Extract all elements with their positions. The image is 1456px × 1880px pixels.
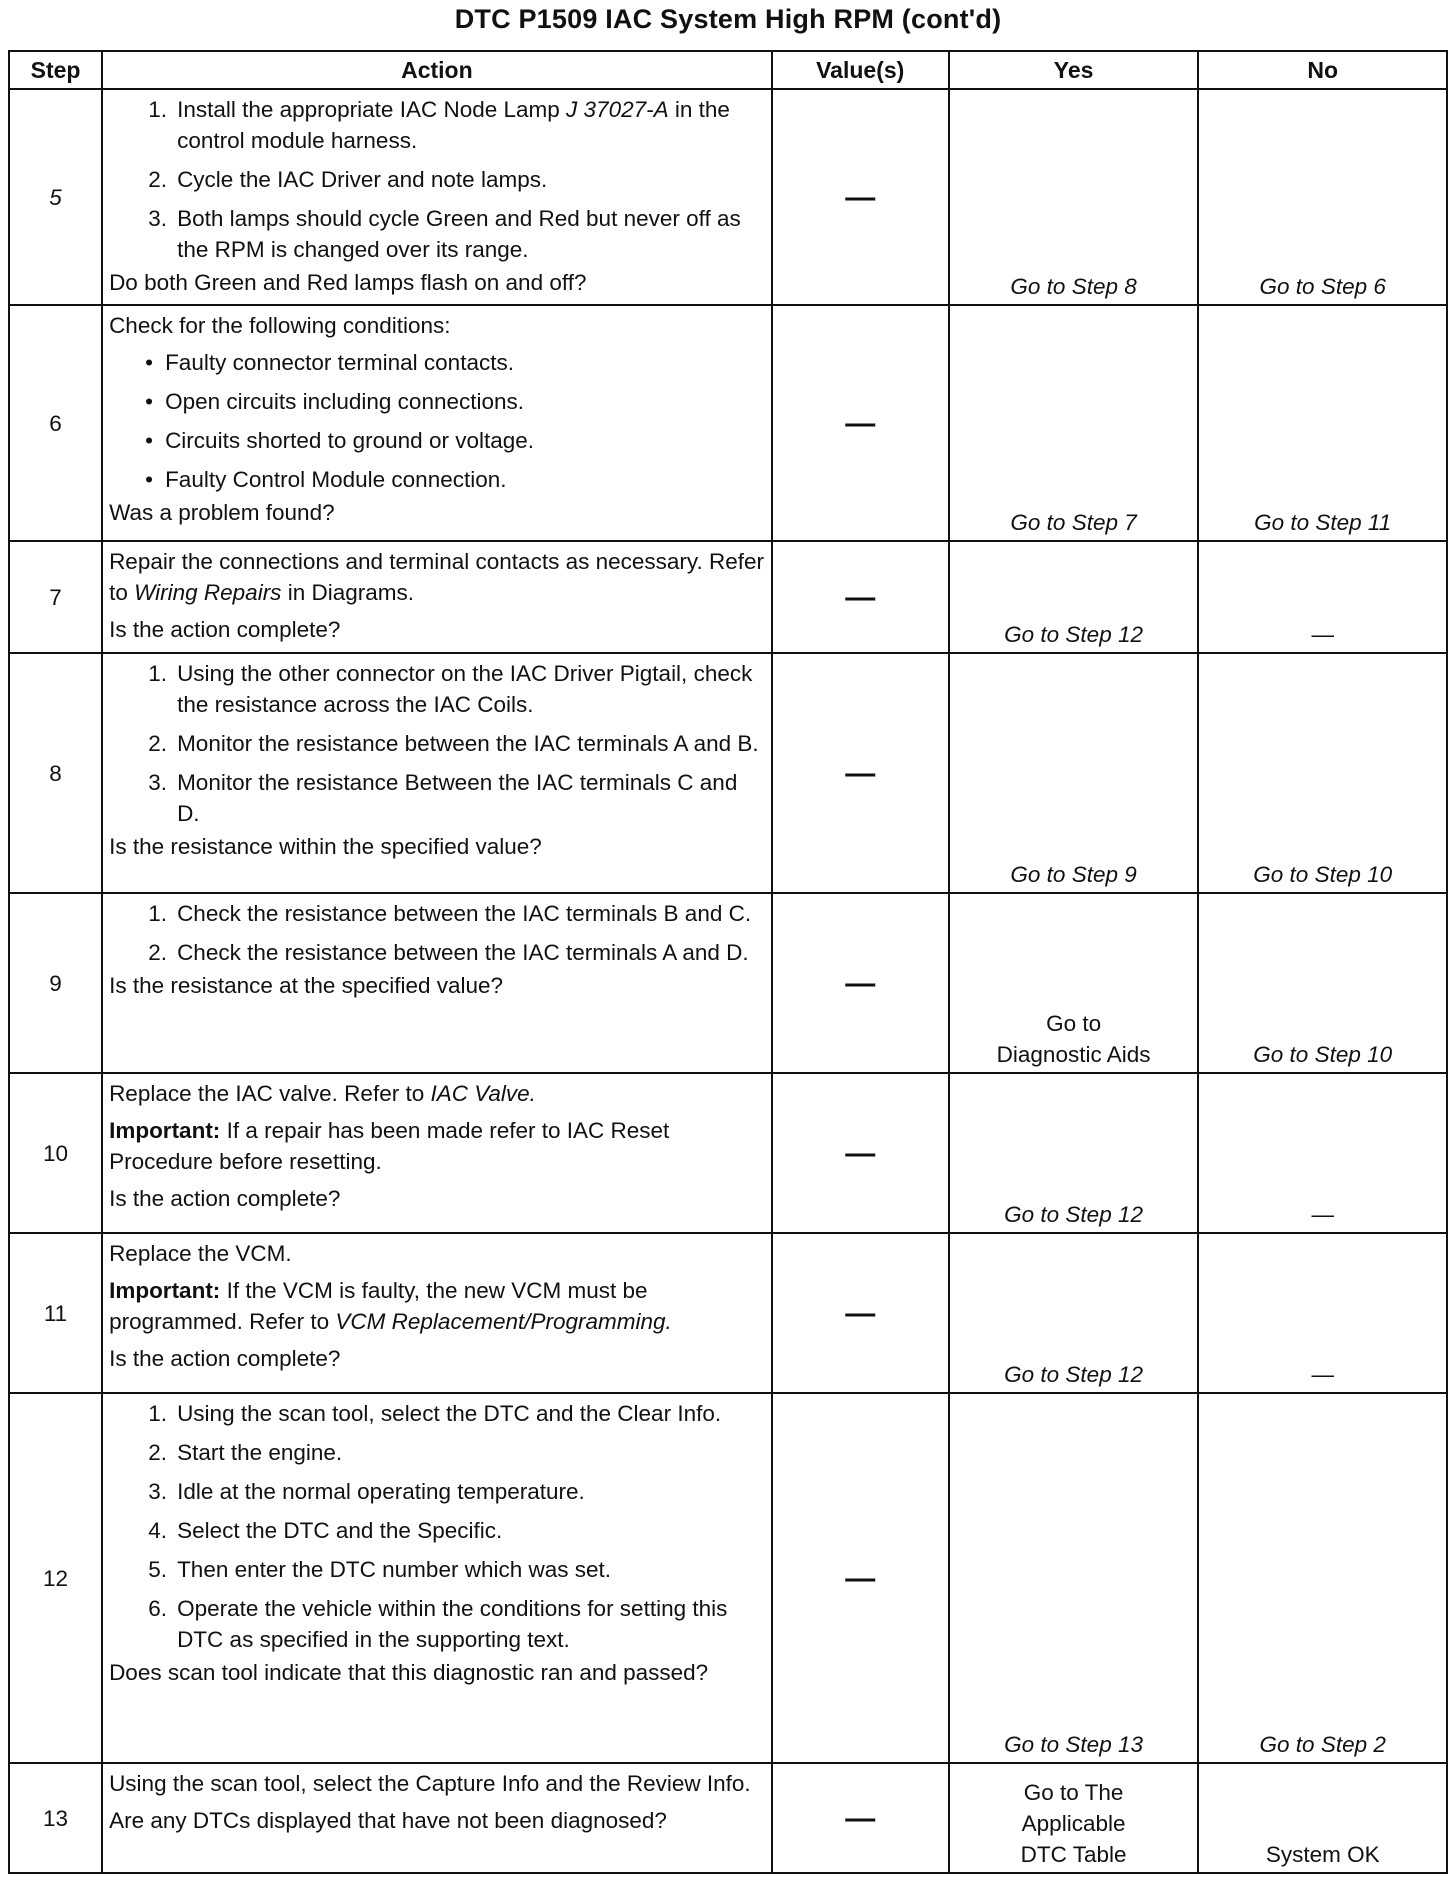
yes-cell xyxy=(949,1763,1199,1873)
table-row xyxy=(9,305,1447,541)
action-cell xyxy=(102,1073,772,1233)
list-number: 5. xyxy=(148,1557,168,1582)
bullet-icon: • xyxy=(145,350,154,375)
step-number: 9 xyxy=(9,893,102,1073)
list-text: Monitor the resistance between the IAC terminals A and B. xyxy=(177,731,759,756)
list-number: 1. xyxy=(148,901,168,926)
action-question: Does scan tool indicate that this diagnostic ran and passed? xyxy=(109,1660,709,1685)
list-text: Using the other connector on the IAC Driver Pigtail, check the resistance across the IAC Coils. xyxy=(177,661,753,717)
action-cell xyxy=(102,893,772,1073)
value-cell: — xyxy=(772,541,949,653)
action-cell xyxy=(102,653,772,893)
header-row xyxy=(9,51,1447,89)
table-row xyxy=(9,1393,1447,1763)
bullet-icon: • xyxy=(145,467,154,492)
value-cell: — xyxy=(772,653,949,893)
action-text: in Diagrams. xyxy=(281,580,414,605)
reference-link-text: VCM Replacement/Programming. xyxy=(335,1309,672,1334)
yes-line: Go to The xyxy=(1023,1780,1124,1805)
list-text: Monitor the resistance Between the IAC terminals C and D. xyxy=(177,770,738,826)
action-cell xyxy=(102,89,772,305)
no-cell: Go to Step 6 xyxy=(1198,89,1447,305)
action-question: Is the resistance at the specified value? xyxy=(109,973,504,998)
value-cell: — xyxy=(772,1393,949,1763)
list-text: Idle at the normal operating temperature. xyxy=(177,1479,585,1504)
action-question: Is the action complete? xyxy=(109,1186,341,1211)
yes-line: Go to xyxy=(1046,1011,1102,1036)
tool-reference: J 37027-A xyxy=(566,97,669,122)
important-label: Important: xyxy=(109,1278,221,1303)
header-yes: Yes xyxy=(949,51,1199,89)
table-row xyxy=(9,1233,1447,1393)
bullet-icon: • xyxy=(145,428,154,453)
action-cell xyxy=(102,305,772,541)
value-cell: — xyxy=(772,1763,949,1873)
important-text: If a repair has been made refer to IAC Reset Procedure before resetting. xyxy=(109,1118,670,1174)
list-number: 2. xyxy=(148,167,168,192)
header-no: No xyxy=(1198,51,1447,89)
step-number: 13 xyxy=(9,1763,102,1873)
action-question: Are any DTCs displayed that have not been diagnosed? xyxy=(109,1808,667,1833)
action-question: Is the resistance within the specified value? xyxy=(109,834,542,859)
step-number: 7 xyxy=(9,541,102,653)
list-number: 3. xyxy=(148,206,168,231)
action-cell xyxy=(102,1233,772,1393)
list-text: Operate the vehicle within the conditions for setting this DTC as specified in the supporting text. xyxy=(177,1596,728,1652)
list-number: 1. xyxy=(148,1401,168,1426)
table-row xyxy=(9,893,1447,1073)
no-cell: System OK xyxy=(1198,1763,1447,1873)
no-cell: — xyxy=(1198,1073,1447,1233)
important-label: Important: xyxy=(109,1118,221,1143)
yes-cell: Go to Step 7 xyxy=(949,305,1199,541)
step-number: 5 xyxy=(9,89,102,305)
no-cell: Go to Step 2 xyxy=(1198,1393,1447,1763)
action-text: Replace the IAC valve. Refer to xyxy=(109,1081,431,1106)
list-text: Faulty Control Module connection. xyxy=(165,467,507,492)
list-text: Select the DTC and the Specific. xyxy=(177,1518,503,1543)
table-row xyxy=(9,541,1447,653)
header-action: Action xyxy=(102,51,772,89)
action-text: Replace the VCM. xyxy=(109,1241,292,1266)
list-text: Faulty connector terminal contacts. xyxy=(165,350,514,375)
reference-link-text: IAC Valve. xyxy=(430,1081,536,1106)
list-text: Cycle the IAC Driver and note lamps. xyxy=(177,167,548,192)
yes-cell: Go to Step 8 xyxy=(949,89,1199,305)
yes-line: Diagnostic Aids xyxy=(996,1042,1151,1067)
action-cell xyxy=(102,1393,772,1763)
yes-line: DTC Table xyxy=(1020,1842,1127,1867)
value-cell: — xyxy=(772,1233,949,1393)
action-question: Is the action complete? xyxy=(109,1346,341,1371)
table-row xyxy=(9,653,1447,893)
list-number: 2. xyxy=(148,1440,168,1465)
list-text: Check the resistance between the IAC terminals B and C. xyxy=(177,901,752,926)
step-number: 10 xyxy=(9,1073,102,1233)
action-intro: Check for the following conditions: xyxy=(109,313,451,338)
list-text: Then enter the DTC number which was set. xyxy=(177,1557,612,1582)
list-number: 4. xyxy=(148,1518,168,1543)
value-cell: — xyxy=(772,893,949,1073)
yes-cell: Go to Step 13 xyxy=(949,1393,1199,1763)
header-step: Step xyxy=(9,51,102,89)
list-number: 1. xyxy=(148,97,168,122)
action-question: Do both Green and Red lamps flash on and off? xyxy=(109,270,587,295)
action-text: Repair the connections and terminal contacts as necessary. Refer to xyxy=(109,549,764,605)
yes-cell xyxy=(949,893,1199,1073)
no-cell: — xyxy=(1198,1233,1447,1393)
list-number: 6. xyxy=(148,1596,168,1621)
yes-cell: Go to Step 12 xyxy=(949,541,1199,653)
list-number: 3. xyxy=(148,770,168,795)
list-text: Install the appropriate IAC Node Lamp xyxy=(177,97,567,122)
no-cell: Go to Step 10 xyxy=(1198,893,1447,1073)
header-values: Value(s) xyxy=(772,51,949,89)
list-text: in the control module harness. xyxy=(177,97,730,153)
table-row xyxy=(9,1073,1447,1233)
yes-line: Applicable xyxy=(1021,1811,1126,1836)
important-text: If the VCM is faulty, the new VCM must be programmed. Refer to xyxy=(109,1278,648,1334)
list-text: Using the scan tool, select the DTC and the Clear Info. xyxy=(177,1401,722,1426)
list-text: Both lamps should cycle Green and Red but never off as the RPM is changed over its range. xyxy=(177,206,741,262)
table-row xyxy=(9,1763,1447,1873)
list-text: Open circuits including connections. xyxy=(165,389,525,414)
list-number: 1. xyxy=(148,661,168,686)
table-row xyxy=(9,89,1447,305)
no-cell: — xyxy=(1198,541,1447,653)
step-number: 8 xyxy=(9,653,102,893)
value-cell: — xyxy=(772,89,949,305)
list-text: Circuits shorted to ground or voltage. xyxy=(165,428,535,453)
action-question: Is the action complete? xyxy=(109,617,341,642)
no-cell: Go to Step 11 xyxy=(1198,305,1447,541)
action-text: Using the scan tool, select the Capture Info and the Review Info. xyxy=(109,1771,751,1796)
yes-cell: Go to Step 12 xyxy=(949,1233,1199,1393)
no-cell: Go to Step 10 xyxy=(1198,653,1447,893)
diagnostic-table xyxy=(8,50,1448,1874)
action-question: Was a problem found? xyxy=(109,500,335,525)
step-number: 6 xyxy=(9,305,102,541)
list-text: Check the resistance between the IAC terminals A and D. xyxy=(177,940,749,965)
action-cell xyxy=(102,1763,772,1873)
list-number: 2. xyxy=(148,731,168,756)
value-cell: — xyxy=(772,1073,949,1233)
reference-link-text: Wiring Repairs xyxy=(134,580,282,605)
yes-cell: Go to Step 12 xyxy=(949,1073,1199,1233)
step-number: 11 xyxy=(9,1233,102,1393)
bullet-icon: • xyxy=(145,389,154,414)
page-title: DTC P1509 IAC System High RPM (cont'd) xyxy=(454,4,1002,34)
yes-cell: Go to Step 9 xyxy=(949,653,1199,893)
action-cell xyxy=(102,541,772,653)
value-cell: — xyxy=(772,305,949,541)
list-number: 3. xyxy=(148,1479,168,1504)
step-number: 12 xyxy=(9,1393,102,1763)
list-text: Start the engine. xyxy=(177,1440,343,1465)
list-number: 2. xyxy=(148,940,168,965)
